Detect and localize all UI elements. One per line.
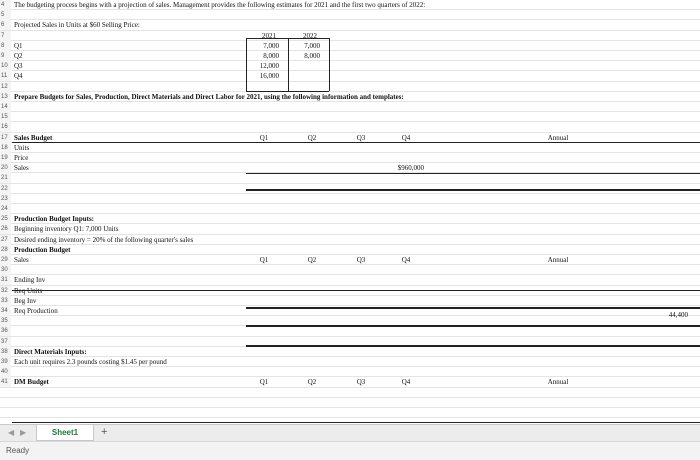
projection-2021-value[interactable]: 7,000 — [263, 41, 279, 50]
row-number[interactable]: 35 — [0, 316, 11, 326]
row-number[interactable]: 16 — [0, 122, 11, 132]
prev-sheet-icon[interactable]: ◀ — [8, 428, 15, 437]
row-empty — [0, 398, 700, 408]
production-sales-label[interactable]: Sales — [14, 256, 29, 264]
q2-header[interactable]: Q2 — [307, 378, 317, 387]
row-number[interactable]: 32 — [0, 286, 11, 296]
q1-header[interactable]: Q1 — [259, 378, 269, 387]
sales-total-line — [246, 173, 700, 174]
row-24 — [0, 204, 700, 214]
row-13 — [0, 92, 700, 102]
status-bar — [0, 441, 700, 460]
row-number[interactable]: 5 — [0, 10, 11, 20]
row-number[interactable]: 34 — [0, 306, 11, 316]
dm-inputs-title[interactable]: Direct Materials Inputs: — [14, 347, 87, 356]
row-number[interactable]: 27 — [0, 235, 11, 245]
row-number[interactable]: 29 — [0, 255, 11, 265]
row-41 — [0, 377, 700, 387]
row-20 — [0, 163, 700, 173]
row-6 — [0, 20, 700, 30]
row-8 — [0, 41, 700, 51]
row-number[interactable]: 31 — [0, 275, 11, 285]
row-12 — [0, 82, 700, 92]
row-number[interactable]: 6 — [0, 20, 11, 30]
production-inputs-title[interactable]: Production Budget Inputs: — [14, 215, 95, 224]
row-18 — [0, 143, 700, 153]
row-10 — [0, 61, 700, 71]
row-21 — [0, 173, 700, 183]
beginning-inventory-text[interactable]: Beginning inventory Q1: 7,000 Units — [14, 225, 119, 234]
sales-header-underline — [12, 142, 700, 143]
row-number[interactable]: 9 — [0, 51, 11, 61]
q4-header[interactable]: Q4 — [401, 378, 411, 387]
q1-header[interactable]: Q1 — [259, 133, 269, 142]
row-number[interactable]: 8 — [0, 41, 11, 51]
row-number[interactable]: 38 — [0, 347, 11, 357]
row-26 — [0, 224, 700, 234]
row-number[interactable]: 41 — [0, 377, 11, 387]
projection-quarter[interactable]: Q1 — [14, 41, 23, 50]
row-11 — [0, 71, 700, 81]
row-16 — [0, 122, 700, 132]
sales-double-line — [246, 189, 700, 191]
annual-header[interactable]: Annual — [547, 378, 569, 387]
dm-each-unit-text[interactable]: Each unit requires 2.3 pounds costing $1.45 per pound — [14, 358, 167, 366]
sheet-tab-bar — [0, 424, 700, 442]
projection-2022-value[interactable]: 8,000 — [304, 52, 320, 60]
row-number[interactable]: 20 — [0, 163, 11, 173]
production-line-3 — [246, 345, 700, 347]
add-sheet-icon[interactable]: + — [101, 426, 108, 438]
row-number[interactable]: 17 — [0, 133, 11, 143]
production-budget-title[interactable]: Production Budget — [14, 245, 71, 254]
sales-label[interactable]: Sales — [14, 164, 29, 173]
projection-2021-value[interactable]: 16,000 — [259, 72, 279, 81]
row-number[interactable]: 19 — [0, 153, 11, 163]
req-units-annual-value[interactable]: 44,400 — [668, 311, 688, 319]
row-number[interactable]: 30 — [0, 265, 11, 275]
row-number[interactable]: 23 — [0, 194, 11, 204]
projection-quarter[interactable]: Q3 — [14, 62, 23, 71]
q4-header[interactable]: Q4 — [401, 256, 411, 264]
intro-text[interactable]: The budgeting process begins with a projection of sales. Management provides the following estimates for 2021 and the first two quarters of 2022: — [14, 1, 426, 9]
projection-mid-border — [288, 38, 289, 91]
row-31 — [0, 275, 700, 285]
q1-header[interactable]: Q1 — [259, 256, 269, 264]
row-number[interactable]: 21 — [0, 173, 11, 183]
row-9 — [0, 51, 700, 61]
q4-sales-value[interactable]: $960,000 — [397, 164, 424, 173]
ending-inv-label[interactable]: Ending Inv — [14, 276, 46, 285]
projection-bottom-border — [246, 91, 329, 92]
row-number[interactable]: 14 — [0, 102, 11, 112]
annual-header[interactable]: Annual — [547, 256, 569, 264]
status-text: Ready — [6, 446, 30, 455]
dm-header-underline — [12, 422, 700, 423]
row-number[interactable]: 24 — [0, 204, 11, 214]
next-sheet-icon[interactable]: ▶ — [20, 428, 27, 437]
row-empty — [0, 388, 700, 398]
projection-2021-value[interactable]: 12,000 — [259, 62, 279, 71]
row-25 — [0, 214, 700, 224]
row-number[interactable]: 25 — [0, 214, 11, 224]
row-33 — [0, 296, 700, 306]
row-number[interactable]: 28 — [0, 245, 11, 255]
dm-budget-title[interactable]: DM Budget — [14, 378, 49, 387]
production-header-underline — [12, 290, 700, 291]
projection-2021-value[interactable]: 8,000 — [263, 52, 279, 60]
row-27 — [0, 235, 700, 245]
units-label[interactable]: Units — [14, 143, 30, 152]
annual-header[interactable]: Annual — [547, 133, 569, 142]
production-line-1 — [246, 307, 700, 309]
projection-right-border — [329, 38, 330, 91]
price-label[interactable]: Price — [14, 154, 29, 162]
q4-header[interactable]: Q4 — [401, 133, 411, 142]
row-number[interactable]: 13 — [0, 92, 11, 102]
q3-header[interactable]: Q3 — [356, 378, 366, 387]
row-number[interactable]: 36 — [0, 326, 11, 336]
row-number[interactable]: 12 — [0, 82, 11, 92]
year-2021-header[interactable]: 2021 — [262, 31, 276, 40]
projected-label[interactable]: Projected Sales in Units at $60 Selling Price: — [14, 21, 140, 30]
beg-inv-label[interactable]: Beg Inv — [14, 296, 37, 305]
row-number[interactable]: 4 — [0, 0, 11, 10]
row-number[interactable]: 7 — [0, 31, 11, 41]
row-30 — [0, 265, 700, 275]
row-number[interactable]: 18 — [0, 143, 11, 153]
q2-header[interactable]: Q2 — [307, 256, 317, 264]
row-19 — [0, 153, 700, 163]
sheet-tab-sheet1[interactable]: Sheet1 — [36, 425, 94, 441]
row-number[interactable]: 40 — [0, 367, 11, 377]
row-23 — [0, 194, 700, 204]
row-number[interactable]: 10 — [0, 61, 11, 71]
row-5 — [0, 10, 700, 20]
projection-quarter[interactable]: Q4 — [14, 72, 23, 81]
row-number[interactable]: 22 — [0, 184, 11, 194]
row-38 — [0, 347, 700, 357]
row-number[interactable]: 15 — [0, 112, 11, 122]
q3-header[interactable]: Q3 — [356, 133, 366, 142]
row-7 — [0, 31, 700, 41]
req-units-label[interactable]: Req Units — [14, 286, 43, 295]
q2-header[interactable]: Q2 — [307, 133, 317, 142]
row-number[interactable]: 11 — [0, 71, 11, 81]
row-number[interactable]: 33 — [0, 296, 11, 306]
row-28 — [0, 245, 700, 255]
row-number[interactable]: 37 — [0, 337, 11, 347]
projection-2022-value[interactable]: 7,000 — [304, 41, 320, 50]
instructions-text[interactable]: Prepare Budgets for Sales, Production, Direct Materials and Direct Labor for 2021, using the following information and templates: — [14, 92, 404, 101]
row-39 — [0, 357, 700, 367]
desired-inventory-text[interactable]: Desired ending inventory = 20% of the following quarter's sales — [14, 235, 194, 244]
row-36 — [0, 326, 700, 336]
sales-budget-title[interactable]: Sales Budget — [14, 133, 53, 142]
row-number[interactable]: 39 — [0, 357, 11, 367]
row-40 — [0, 367, 700, 377]
row-empty — [0, 408, 700, 418]
req-production-label[interactable]: Req Production — [14, 307, 58, 315]
projection-quarter[interactable]: Q2 — [14, 52, 23, 60]
row-15 — [0, 112, 700, 122]
row-14 — [0, 102, 700, 112]
production-line-2 — [246, 325, 700, 327]
row-number[interactable]: 26 — [0, 224, 11, 234]
q3-header[interactable]: Q3 — [356, 256, 366, 264]
row-4 — [0, 0, 700, 10]
row-29 — [0, 255, 700, 265]
projection-left-border — [246, 38, 247, 91]
year-2022-header[interactable]: 2022 — [303, 31, 317, 40]
